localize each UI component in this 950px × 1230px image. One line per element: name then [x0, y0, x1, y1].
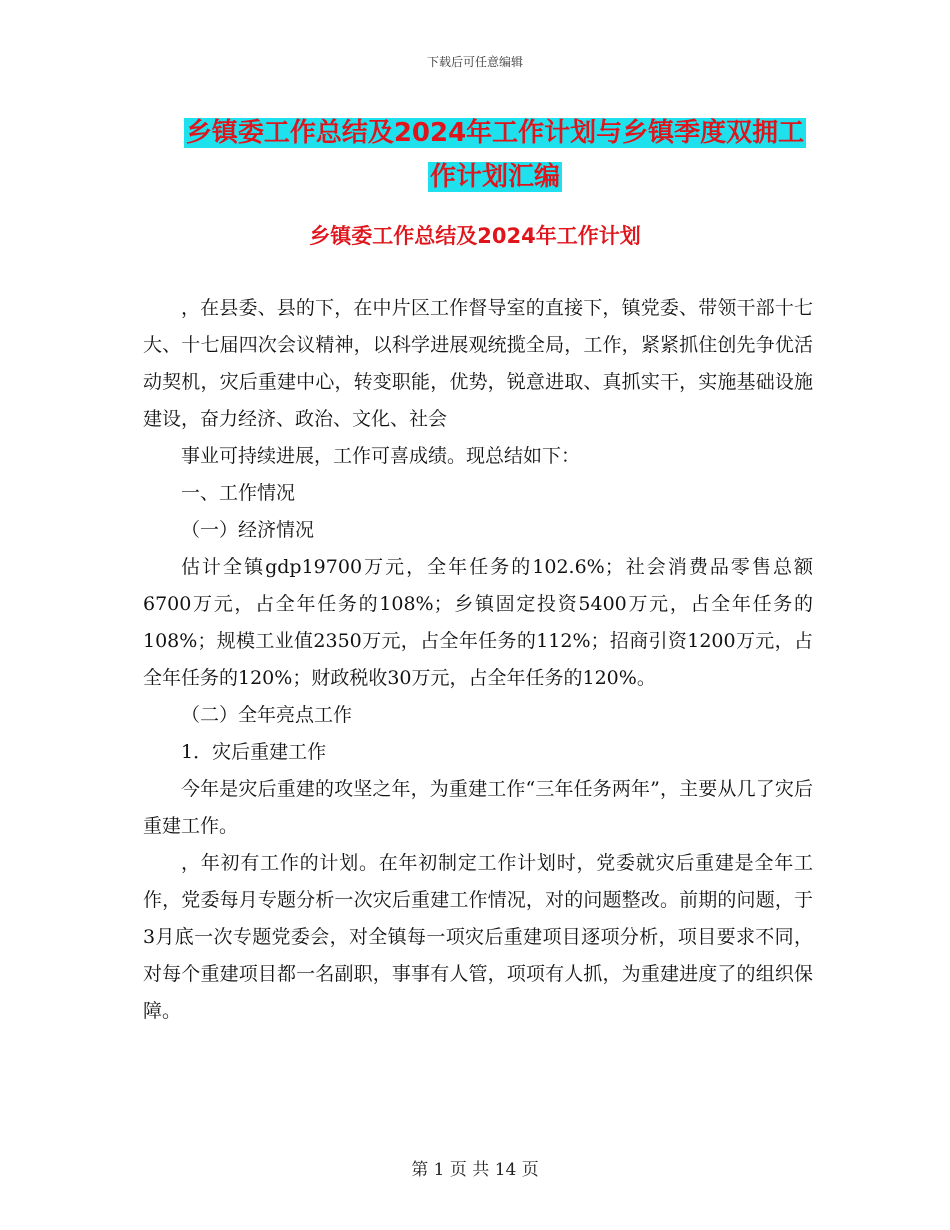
- document-title-line-1: 乡镇委工作总结及2024年工作计划与乡镇季度双拥工: [185, 118, 805, 148]
- heading-economic-situation: （一）经济情况: [181, 519, 315, 541]
- section-title: 乡镇委工作总结及2024年工作计划: [309, 224, 641, 248]
- body-text: [143, 290, 813, 1030]
- heading-reconstruction: 1．灾后重建工作: [181, 741, 327, 763]
- heading-annual-highlights: （二）全年亮点工作: [181, 704, 353, 726]
- paragraph-intro: ，在县委、县的下，在中片区工作督导室的直接下，镇党委、带领干部十七大、十七届四次会议精神，以科学进展观统揽全局，工作，紧紧抓住创先争优活动契机，灾后重建中心，转变职能，优势，锐意进取、真抓实干，实施基础设施建设，奋力经济、政治、文化、社会: [143, 297, 813, 430]
- heading-work-situation: 一、工作情况: [181, 482, 296, 504]
- paragraph-reconstruction-intro: 今年是灾后重建的攻坚之年，为重建工作“三年任务两年”，主要从几了灾后重建工作。: [143, 778, 813, 837]
- paragraph-reconstruction-plan: ，年初有工作的计划。在年初制定工作计划时，党委就灾后重建是全年工作，党委每月专题分析一次灾后重建工作情况，对的问题整改。前期的问题，于3月底一次专题党委会，对全镇每一项灾后重建项目逐项分析，项目要求不同，对每个重建项目都一名副职，事事有人管，项项有人抓，为重建进度了的组织保障。: [143, 852, 813, 1022]
- paragraph-economic-figures: 估计全镇gdp19700万元，全年任务的102.6%；社会消费品零售总额6700万元，占全年任务的108%；乡镇固定投资5400万元，占全年任务的108%；规模工业值2350万元，占全年任务的112%；招商引资1200万元，占全年任务的120%；财政税收30万元，占全年任务的120%。: [143, 556, 813, 689]
- header-note: 下载后可任意编辑: [426, 55, 523, 69]
- paragraph-intro-continued: 事业可持续进展，工作可喜成绩。现总结如下：: [181, 445, 581, 467]
- document-title-line-2: 作计划汇编: [429, 162, 560, 192]
- page-number: 第 1 页 共 14 页: [411, 1160, 539, 1180]
- document-title: [145, 111, 845, 199]
